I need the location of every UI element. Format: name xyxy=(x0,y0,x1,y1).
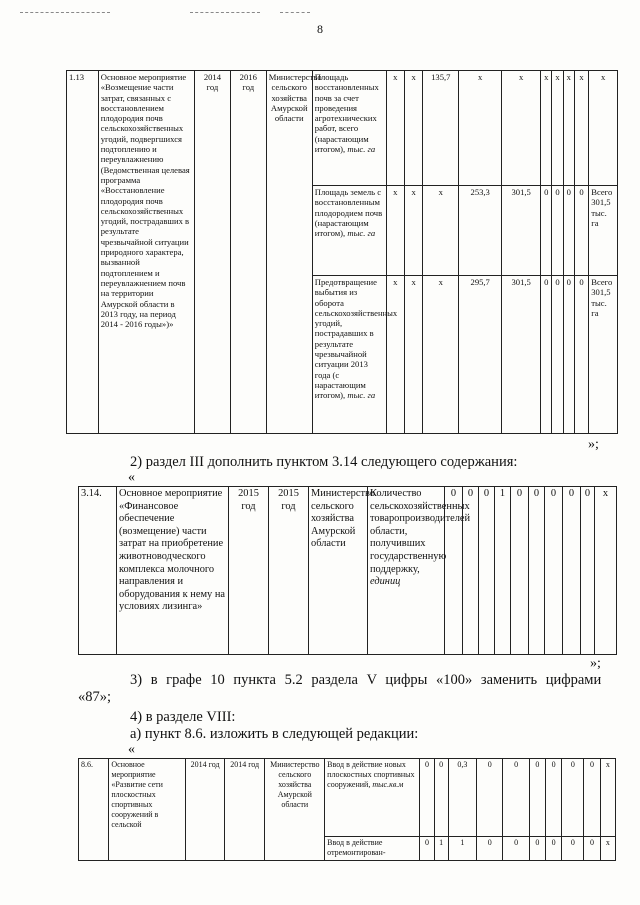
value-cell: x xyxy=(459,71,502,186)
value-cell: 0 xyxy=(563,487,581,655)
value-cell: 0 xyxy=(545,837,561,861)
value-cell: 1 xyxy=(495,487,511,655)
page-number: 8 xyxy=(317,22,323,36)
value-cell: 0 xyxy=(541,186,552,276)
value-cell: 0 xyxy=(574,276,588,434)
indicator-cell xyxy=(368,487,471,655)
value-cell: x xyxy=(552,71,563,186)
opening-quote: « xyxy=(128,470,135,485)
value-cell: x xyxy=(502,71,541,186)
value-cell: 0 xyxy=(545,759,561,837)
value-cell: 1 xyxy=(434,837,448,861)
total-cell: Всего 301,5 тыс. га xyxy=(589,276,618,434)
indicator-cell xyxy=(312,276,398,434)
value-cell: 0 xyxy=(420,759,434,837)
value-cell: 0 xyxy=(503,837,529,861)
value-cell: x xyxy=(404,186,422,276)
row-number: 8.6. xyxy=(79,759,109,861)
value-cell: x xyxy=(541,71,552,186)
value-cell: 0 xyxy=(529,487,545,655)
value-cell: 0 xyxy=(420,837,434,861)
start-year: 2015 год xyxy=(229,487,269,655)
value-cell: x xyxy=(563,71,574,186)
indicator-text: Площадь восстановленных почв за счет проведения агротехнических работ, всего (нарастающим итогом), xyxy=(314,72,379,155)
start-year: 2014 год xyxy=(195,71,231,434)
row-number: 3.14. xyxy=(79,487,117,655)
value-cell: x xyxy=(404,276,422,434)
paragraph-3: 3) в графе 10 пункта 5.2 раздела V цифры «100» заменить цифрами xyxy=(130,672,602,688)
value-cell: 301,5 xyxy=(502,186,541,276)
value-cell: 0 xyxy=(529,837,545,861)
value-cell: 0 xyxy=(581,487,595,655)
closing-quote: »; xyxy=(590,656,601,671)
opening-quote: « xyxy=(128,742,135,757)
value-cell: 0 xyxy=(477,759,503,837)
paragraph-4a: а) пункт 8.6. изложить в следующей редакции: xyxy=(130,726,419,742)
indicator-text: Площадь земель с восстановленным плодородием почв (нарастающим итогом), xyxy=(314,187,383,239)
table-3-14 xyxy=(78,486,617,655)
value-cell: x xyxy=(589,71,618,186)
event-name: Основное мероприятие «Развитие сети плоскостных спортивных сооружений в сельской xyxy=(109,759,186,861)
event-name: Основное мероприятие «Финансовое обеспечение (возмещение) части затрат на приобретение животноводческого комплекса молочного направления и оборудования к нему на условиях лизинга» xyxy=(117,487,229,655)
value-cell: 0 xyxy=(552,276,563,434)
scan-artifact xyxy=(280,12,310,14)
value-cell: 0 xyxy=(562,759,584,837)
unit: тыс.кв.м xyxy=(372,780,404,789)
indicator-text: Ввод в действие отремонтирован- xyxy=(327,838,386,857)
end-year: 2016 год xyxy=(230,71,266,434)
value-cell: x xyxy=(600,837,615,861)
scan-artifact xyxy=(20,12,110,14)
value-cell: x xyxy=(423,186,459,276)
executor: Министерство сельского хозяйства Амурской области xyxy=(266,71,312,434)
value-cell: x xyxy=(404,71,422,186)
value-cell: 0 xyxy=(541,276,552,434)
scan-artifact xyxy=(190,12,260,14)
value-cell: 301,5 xyxy=(502,276,541,434)
value-cell: x xyxy=(386,276,404,434)
value-cell: 0 xyxy=(584,759,600,837)
value-cell: 1 xyxy=(448,837,476,861)
value-cell: 0 xyxy=(552,186,563,276)
start-year: 2014 год xyxy=(186,759,225,861)
value-cell: x xyxy=(595,487,617,655)
paragraph-3-cont: «87»; xyxy=(78,689,112,705)
value-cell: 295,7 xyxy=(459,276,502,434)
value-cell: 0 xyxy=(477,837,503,861)
event-name: Основное мероприятие «Возмещение части затрат, связанных с восстановлением плодородия почв сельскохозяйственных угодий, подвергшихся подтоплению и переувлажнению (Ведомственная целевая программа «Восстановление плодородия почв сельскохозяйственных угодий, пострадавших в результате чрезвычайной ситуации природного характера, вызванной подтоплением и переувлажнением почв на территории Амурской области в 2013 году, на период 2014 - 2016 годы»)» xyxy=(98,71,194,434)
indicator-text: Количество сельскохозяйственных товаропроизводителей области, получивших государственную поддержку, xyxy=(370,488,471,575)
value-cell: 0 xyxy=(503,759,529,837)
unit: тыс. га xyxy=(347,144,376,155)
paragraph-2: 2) раздел III дополнить пунктом 3.14 следующего содержания: xyxy=(130,454,518,470)
table-1-13 xyxy=(66,70,618,434)
value-cell: x xyxy=(386,186,404,276)
value-cell: x xyxy=(423,276,459,434)
value-cell: 135,7 xyxy=(423,71,459,186)
value-cell: 0 xyxy=(545,487,563,655)
indicator-cell xyxy=(325,759,420,837)
executor: Министерство сельского хозяйства Амурской области xyxy=(309,487,368,655)
executor: Министерство сельского хозяйства Амурской области xyxy=(265,759,325,861)
value-cell: 0 xyxy=(463,487,479,655)
value-cell: x xyxy=(574,71,588,186)
value-cell: 253,3 xyxy=(459,186,502,276)
value-cell: 0 xyxy=(563,276,574,434)
value-cell: 0 xyxy=(529,759,545,837)
value-cell: 0 xyxy=(584,837,600,861)
value-cell: 0 xyxy=(563,186,574,276)
value-cell: 0 xyxy=(574,186,588,276)
row-number: 1.13 xyxy=(67,71,99,434)
value-cell: 0 xyxy=(511,487,529,655)
end-year: 2015 год xyxy=(269,487,309,655)
value-cell: 0,3 xyxy=(448,759,476,837)
value-cell: 0 xyxy=(445,487,463,655)
value-cell: 0 xyxy=(434,759,448,837)
unit: единиц xyxy=(370,576,401,588)
end-year: 2014 год xyxy=(224,759,265,861)
total-cell: Всего 301,5 тыс. га xyxy=(589,186,618,276)
table-8-6 xyxy=(78,758,616,861)
indicator-cell xyxy=(312,186,386,276)
indicator-text: Предотвращение выбытия из оборота сельскохозяйственных угодий, пострадавших в результате чрезвычайной ситуации 2013 года (с нарастающим итогом), xyxy=(314,277,398,401)
unit: тыс. га xyxy=(347,390,376,401)
value-cell: x xyxy=(386,71,404,186)
paragraph-4: 4) в разделе VIII: xyxy=(130,709,236,725)
indicator-text: Ввод в действие новых плоскостных спортивных сооружений, xyxy=(327,760,415,789)
value-cell: 0 xyxy=(479,487,495,655)
unit: тыс. га xyxy=(347,228,376,239)
closing-quote: »; xyxy=(588,437,599,452)
indicator-cell xyxy=(312,71,386,186)
value-cell: x xyxy=(600,759,615,837)
indicator-cell xyxy=(325,837,420,861)
value-cell: 0 xyxy=(562,837,584,861)
